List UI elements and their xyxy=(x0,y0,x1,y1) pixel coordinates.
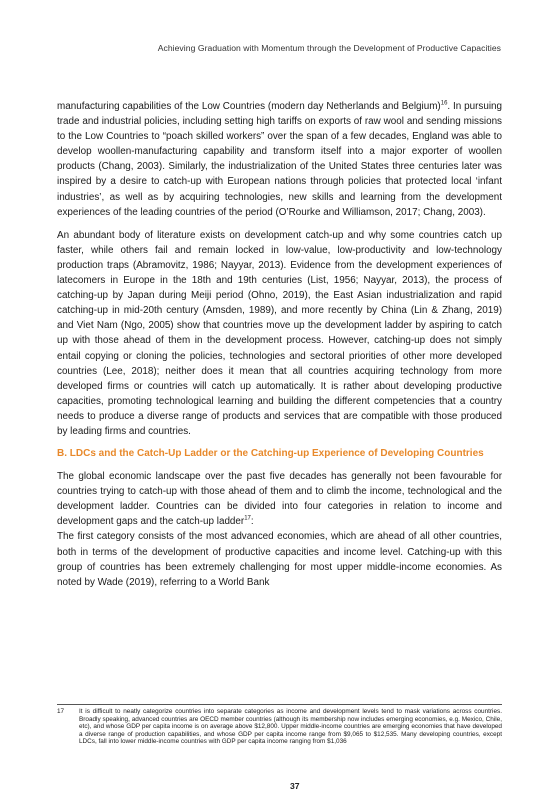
running-header: Achieving Graduation with Momentum through the Development of Productive Capacities xyxy=(157,43,501,53)
body-text xyxy=(57,99,502,598)
section-heading: B. LDCs and the Catch-Up Ladder or the Catching-up Experience of Developing Countries xyxy=(57,448,484,460)
paragraph-1-start: manufacturing capabilities of the Low Countries (modern day Netherlands and Belgium) xyxy=(57,101,441,112)
paragraph-4: The first category consists of the most advanced economies, which are ahead of all other countries, both in terms of the development of productive capacities and income level. Catching-up with this group of countries has been extremely challenging for most upper middle-income economies. As noted by Wade (2019), referring to a World Bank xyxy=(57,531,502,588)
footnote xyxy=(57,708,502,746)
footnote-divider xyxy=(57,704,502,705)
footnote-text: It is difficult to neatly categorize countries into separate categories as income and development levels tend to mask variations across countries. Broadly speaking, advanced countries are OECD member countries (although its membership now includes emerging economies, e.g. Mexico, Chile, etc), and whose GDP per capita income is on average above $12,800. Upper middle-income countries are emerging economies that have developed a diverse range of production capabilities, and whose GDP per capita income range from $9,065 to $12,535. Many developing countries, except LDCs, fall into lower middle-income countries with GDP per capita income ranging from $1,036 xyxy=(79,708,502,746)
paragraph-3 xyxy=(57,469,502,529)
paragraph-3-rest: : xyxy=(250,516,254,528)
paragraph-3-start: The global economic landscape over the past five decades has generally not been favourable for countries trying to catch-up with those ahead of them and to climb the income, technological and the development ladder. Countries can be divided into four categories in relation to income and development gaps and the catch-up ladder xyxy=(57,471,502,528)
footnote-ref-17[interactable]: 17 xyxy=(244,516,251,523)
paragraph-2: An abundant body of literature exists on development catch-up and why some countries catch up faster, while others fail and remain locked in low-value, low-productivity and low-technology production traps (Abramovitz, 1986; Nayyar, 2013). Evidence from the development experiences of latecomers in Europe in the 18th and 19th centuries (List, 1956; Nayyar, 2013), the process of catching-up by Japan during Meiji period (Ohno, 2019), the East Asian industrialization and rapid catching-up in mid-20th century (Amsden, 1989), and more recently by China (Lin & Zhang, 2019) and Viet Nam (Ngo, 2005) show that countries move up the development ladder by aspiring to catch up with those ahead of them in the development process. However, catching-up does not simply entail copying or cloning the policies, technologies and sectoral priorities of other more developed countries (Lee, 2018); neither does it mean that all countries acquiring technology from more developed firms or countries will catch up automatically. It is rather about developing productive capacities, promoting technological learning and building the different competencies that a country needs to produce a diverse range of products and services that are compatible with those produced by leading firms and countries. xyxy=(57,229,502,437)
footnote-number: 17 xyxy=(57,708,65,715)
paragraph-1-rest: . In pursuing trade and industrial policies, including setting high tariffs on exports of raw wool and sending missions to the Low Countries to “poach skilled workers” over the span of a few decades, England was able to develop woollen-manufacturing capability and transform itself into a major exporter of woollen products (Chang, 2003). Similarly, the industrialization of the United States three centuries later was inspired by a desire to catch-up with European nations through policies that protected local ‘infant industries’, as well as by acquiring technologies, new skills and learning from the development experiences of the leading countries of the period (O’Rourke and Williamson, 2017; Chang, 2003). xyxy=(57,101,502,218)
page-number: 37 xyxy=(290,781,300,791)
footnote-ref-16[interactable]: 16 xyxy=(440,100,448,107)
paragraph-1 xyxy=(57,99,502,220)
